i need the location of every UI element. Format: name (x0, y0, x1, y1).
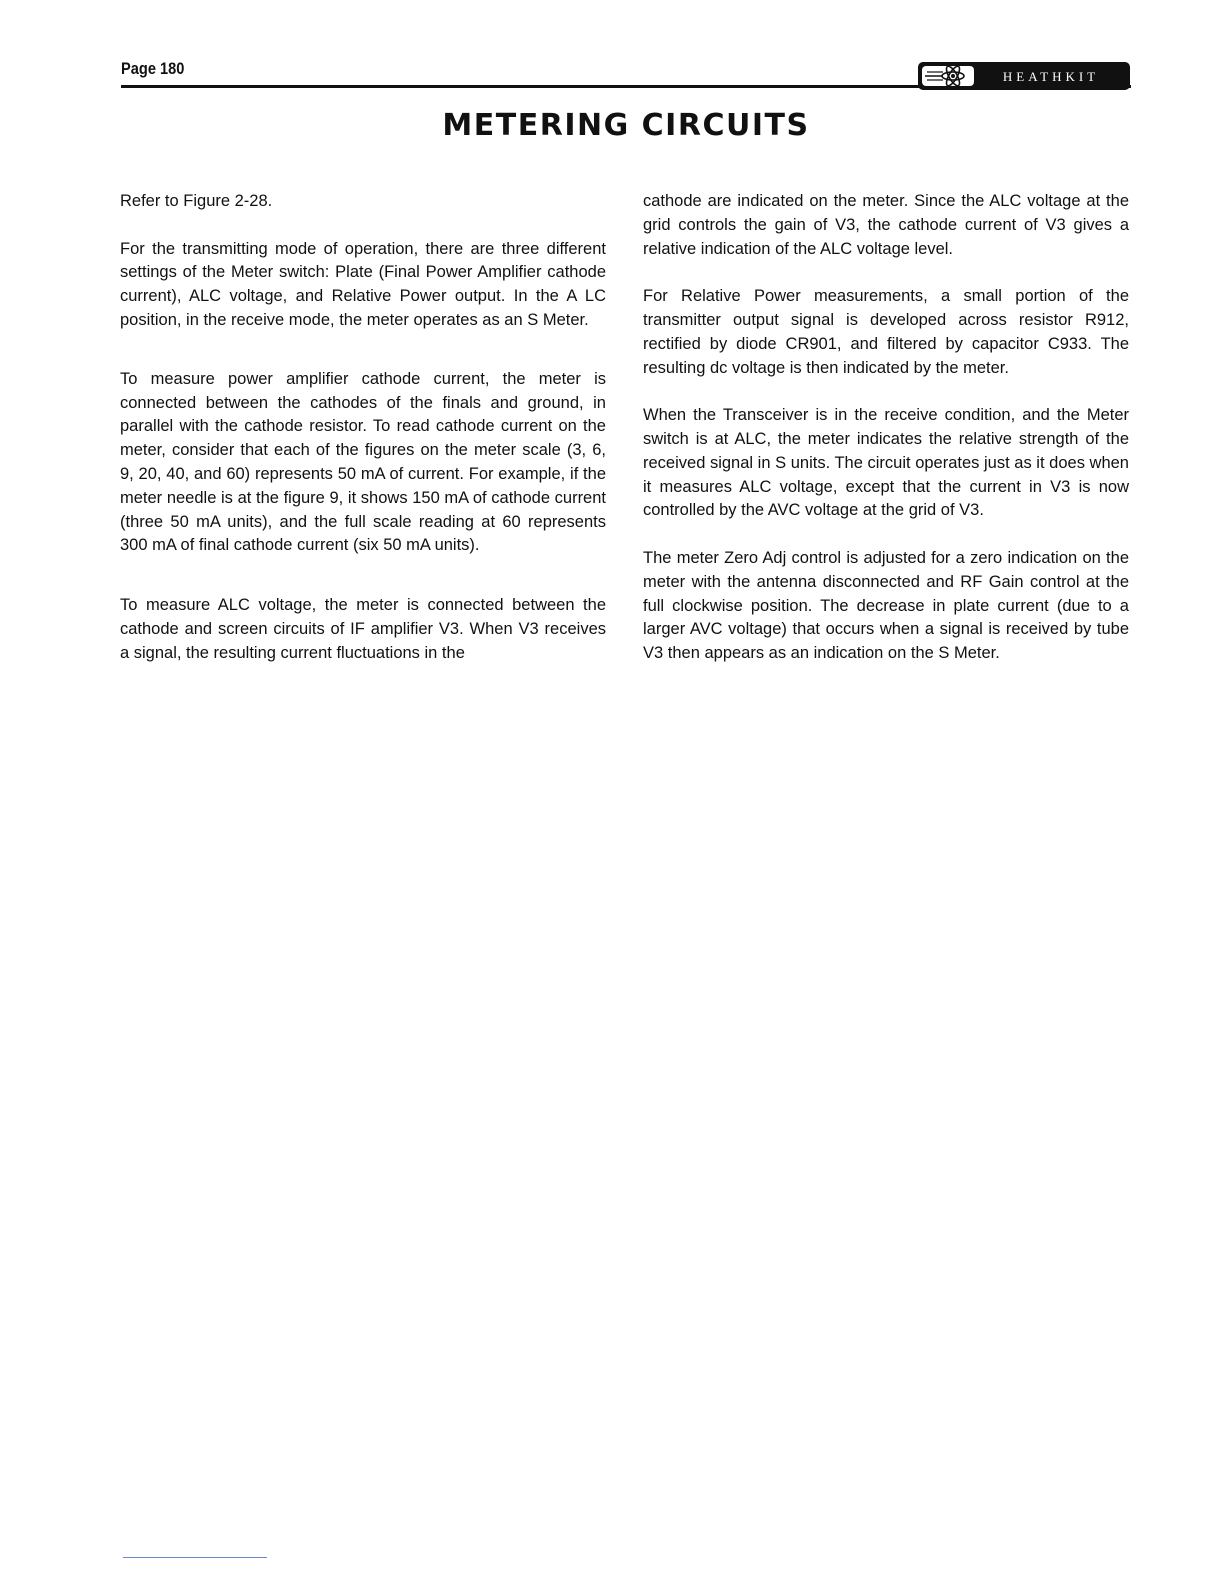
paragraph: cathode are indicated on the meter. Since the ALC voltage at the grid controls the gain of V3, the cathode current of V3 gives a relative indication of the ALC voltage level. (643, 192, 1129, 258)
paragraph: To measure power amplifier cathode current, the meter is connected between the cathodes of the finals and ground, in parallel with the cathode resistor. To read cathode current on the meter, consider that each of the figures on the meter scale (3, 6, 9, 20, 40, and 60) represents 50 mA of current. For example, if the meter needle is at the figure 9, it shows 150 mA of cathode current (three 50 mA units), and the full scale reading at 60 represents 300 mA of final cathode current (six 50 mA units). (120, 369, 606, 555)
paragraph: The meter Zero Adj control is adjusted for a zero indication on the meter with the antenna disconnected and RF Gain control at the full clockwise position. The decrease in plate current (due to a larger AVC voltage) that occurs when a signal is received by tube V3 then appears as an indication on the S Meter. (643, 548, 1129, 663)
right-column (643, 190, 1129, 690)
paragraph: For the transmitting mode of operation, there are three different settings of the Meter switch: Plate (Final Power Amplifier cathode current), ALC voltage, and Relative Power output. In the A LC position, in the receive mode, the meter operates as an S Meter. (120, 239, 606, 329)
paragraph: When the Transceiver is in the receive condition, and the Meter switch is at ALC, the meter indicates the relative strength of the received signal in S units. The circuit operates just as it does when it measures ALC voltage, except that the current in V3 is now controlled by the AVC voltage at the grid of V3. (643, 406, 1129, 520)
paragraph: To measure ALC voltage, the meter is connected between the cathode and screen circuits of IF amplifier V3. When V3 receives a signal, the resulting current fluctuations in the (120, 596, 606, 662)
footer-link-underline (123, 1557, 267, 1558)
page-title: METERING CIRCUITS (442, 108, 810, 143)
page-number: Page 180 (121, 59, 185, 78)
heathkit-logo (917, 61, 1131, 91)
brand-wordmark: HEATHKIT (1002, 69, 1100, 84)
left-column (120, 190, 606, 689)
paragraph: For Relative Power measurements, a small portion of the transmitter output signal is developed across resistor R912, rectified by diode CR901, and filtered by capacitor C933. The resulting dc voltage is then indicated by the meter. (643, 287, 1129, 377)
heathkit-logo-badge (917, 61, 1131, 91)
paragraph: Refer to Figure 2-28. (120, 192, 273, 210)
